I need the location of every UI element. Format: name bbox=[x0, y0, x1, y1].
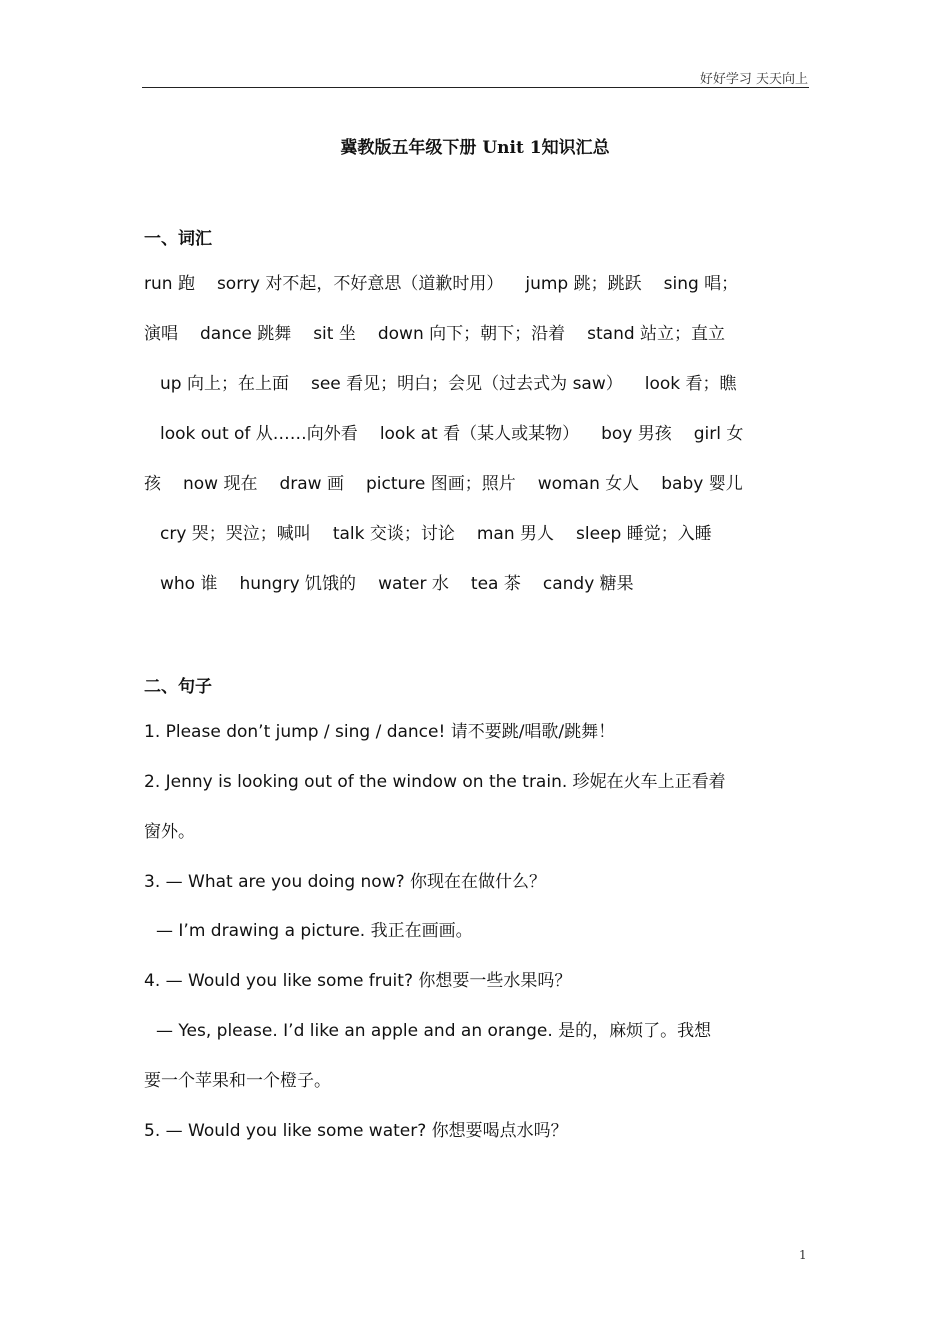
sentences-heading: 二、句子 bbox=[144, 677, 212, 697]
vocab-item: who 谁 bbox=[160, 574, 218, 594]
vocab-line-2 bbox=[144, 323, 725, 345]
vocab-line-5 bbox=[144, 473, 743, 495]
vocab-item: woman 女人 bbox=[537, 474, 640, 494]
vocab-item: boy 男孩 bbox=[601, 424, 672, 444]
vocab-item: cry 哭；哭泣；喊叫 bbox=[160, 524, 311, 544]
vocab-item: water 水 bbox=[378, 574, 449, 594]
vocab-item: look out of 从……向外看 bbox=[160, 424, 358, 444]
page-title: 冀教版五年级下册 Unit 1知识汇总 bbox=[340, 138, 610, 158]
sentence-line: — I’m drawing a picture. 我正在画画。 bbox=[156, 921, 473, 941]
sentence-line: 5. — Would you like some water? 你想要喝点水吗？ bbox=[144, 1121, 568, 1141]
vocab-line-6 bbox=[160, 523, 712, 545]
sentence-line: 3. — What are you doing now? 你现在在做什么？ bbox=[144, 872, 547, 892]
vocab-item: 孩 bbox=[144, 474, 161, 494]
vocab-item: jump 跳；跳跃 bbox=[525, 274, 642, 294]
page-number: 1 bbox=[799, 1248, 807, 1262]
vocab-item: up 向上；在上面 bbox=[160, 374, 289, 394]
vocab-item: draw 画 bbox=[279, 474, 344, 494]
vocab-item: sorry 对不起，不好意思（道歉时用） bbox=[216, 274, 504, 294]
sentence-line: 要一个苹果和一个橙子。 bbox=[144, 1071, 331, 1091]
vocab-item: now 现在 bbox=[183, 474, 258, 494]
vocab-item: down 向下；朝下；沿着 bbox=[377, 324, 566, 344]
vocab-item: baby 婴儿 bbox=[661, 474, 743, 494]
vocab-item: sleep 睡觉；入睡 bbox=[576, 524, 712, 544]
vocab-item: picture 图画；照片 bbox=[366, 474, 516, 494]
vocab-item: girl 女 bbox=[693, 424, 744, 444]
vocab-heading: 一、词汇 bbox=[144, 229, 212, 249]
vocab-item: hungry 饥饿的 bbox=[239, 574, 357, 594]
sentence-line: — Yes, please. I’d like an apple and an orange. 是的，麻烦了。我想 bbox=[156, 1021, 712, 1041]
header-motto: 好好学习 天天向上 bbox=[699, 72, 808, 87]
sentence-line: 窗外。 bbox=[144, 822, 195, 842]
vocab-item: sit 坐 bbox=[313, 324, 356, 344]
vocab-line-4 bbox=[160, 423, 743, 445]
header-divider bbox=[142, 87, 809, 88]
vocab-item: man 男人 bbox=[476, 524, 555, 544]
vocab-item: tea 茶 bbox=[470, 574, 521, 594]
vocab-item: sing 唱； bbox=[663, 274, 739, 294]
vocab-item: dance 跳舞 bbox=[200, 324, 292, 344]
vocab-item: candy 糖果 bbox=[542, 574, 634, 594]
vocab-item: look at 看（某人或某物） bbox=[379, 424, 580, 444]
vocab-line-1 bbox=[144, 273, 738, 295]
sentence-line: 2. Jenny is looking out of the window on the train. 珍妮在火车上正看着 bbox=[144, 772, 726, 792]
vocab-item: 演唱 bbox=[144, 324, 178, 344]
vocab-line-3 bbox=[160, 373, 737, 395]
vocab-item: run 跑 bbox=[144, 274, 195, 294]
vocab-line-7 bbox=[160, 573, 634, 595]
vocab-item: look 看；瞧 bbox=[644, 374, 737, 394]
sentence-line: 1. Please don’t jump / sing / dance! 请不要跳/唱歌/跳舞！ bbox=[144, 722, 616, 742]
vocab-item: stand 站立；直立 bbox=[587, 324, 726, 344]
sentence-line: 4. — Would you like some fruit? 你想要一些水果吗？ bbox=[144, 971, 572, 991]
vocab-item: talk 交谈；讨论 bbox=[332, 524, 455, 544]
vocab-item: see 看见；明白；会见（过去式为 saw） bbox=[310, 374, 623, 394]
